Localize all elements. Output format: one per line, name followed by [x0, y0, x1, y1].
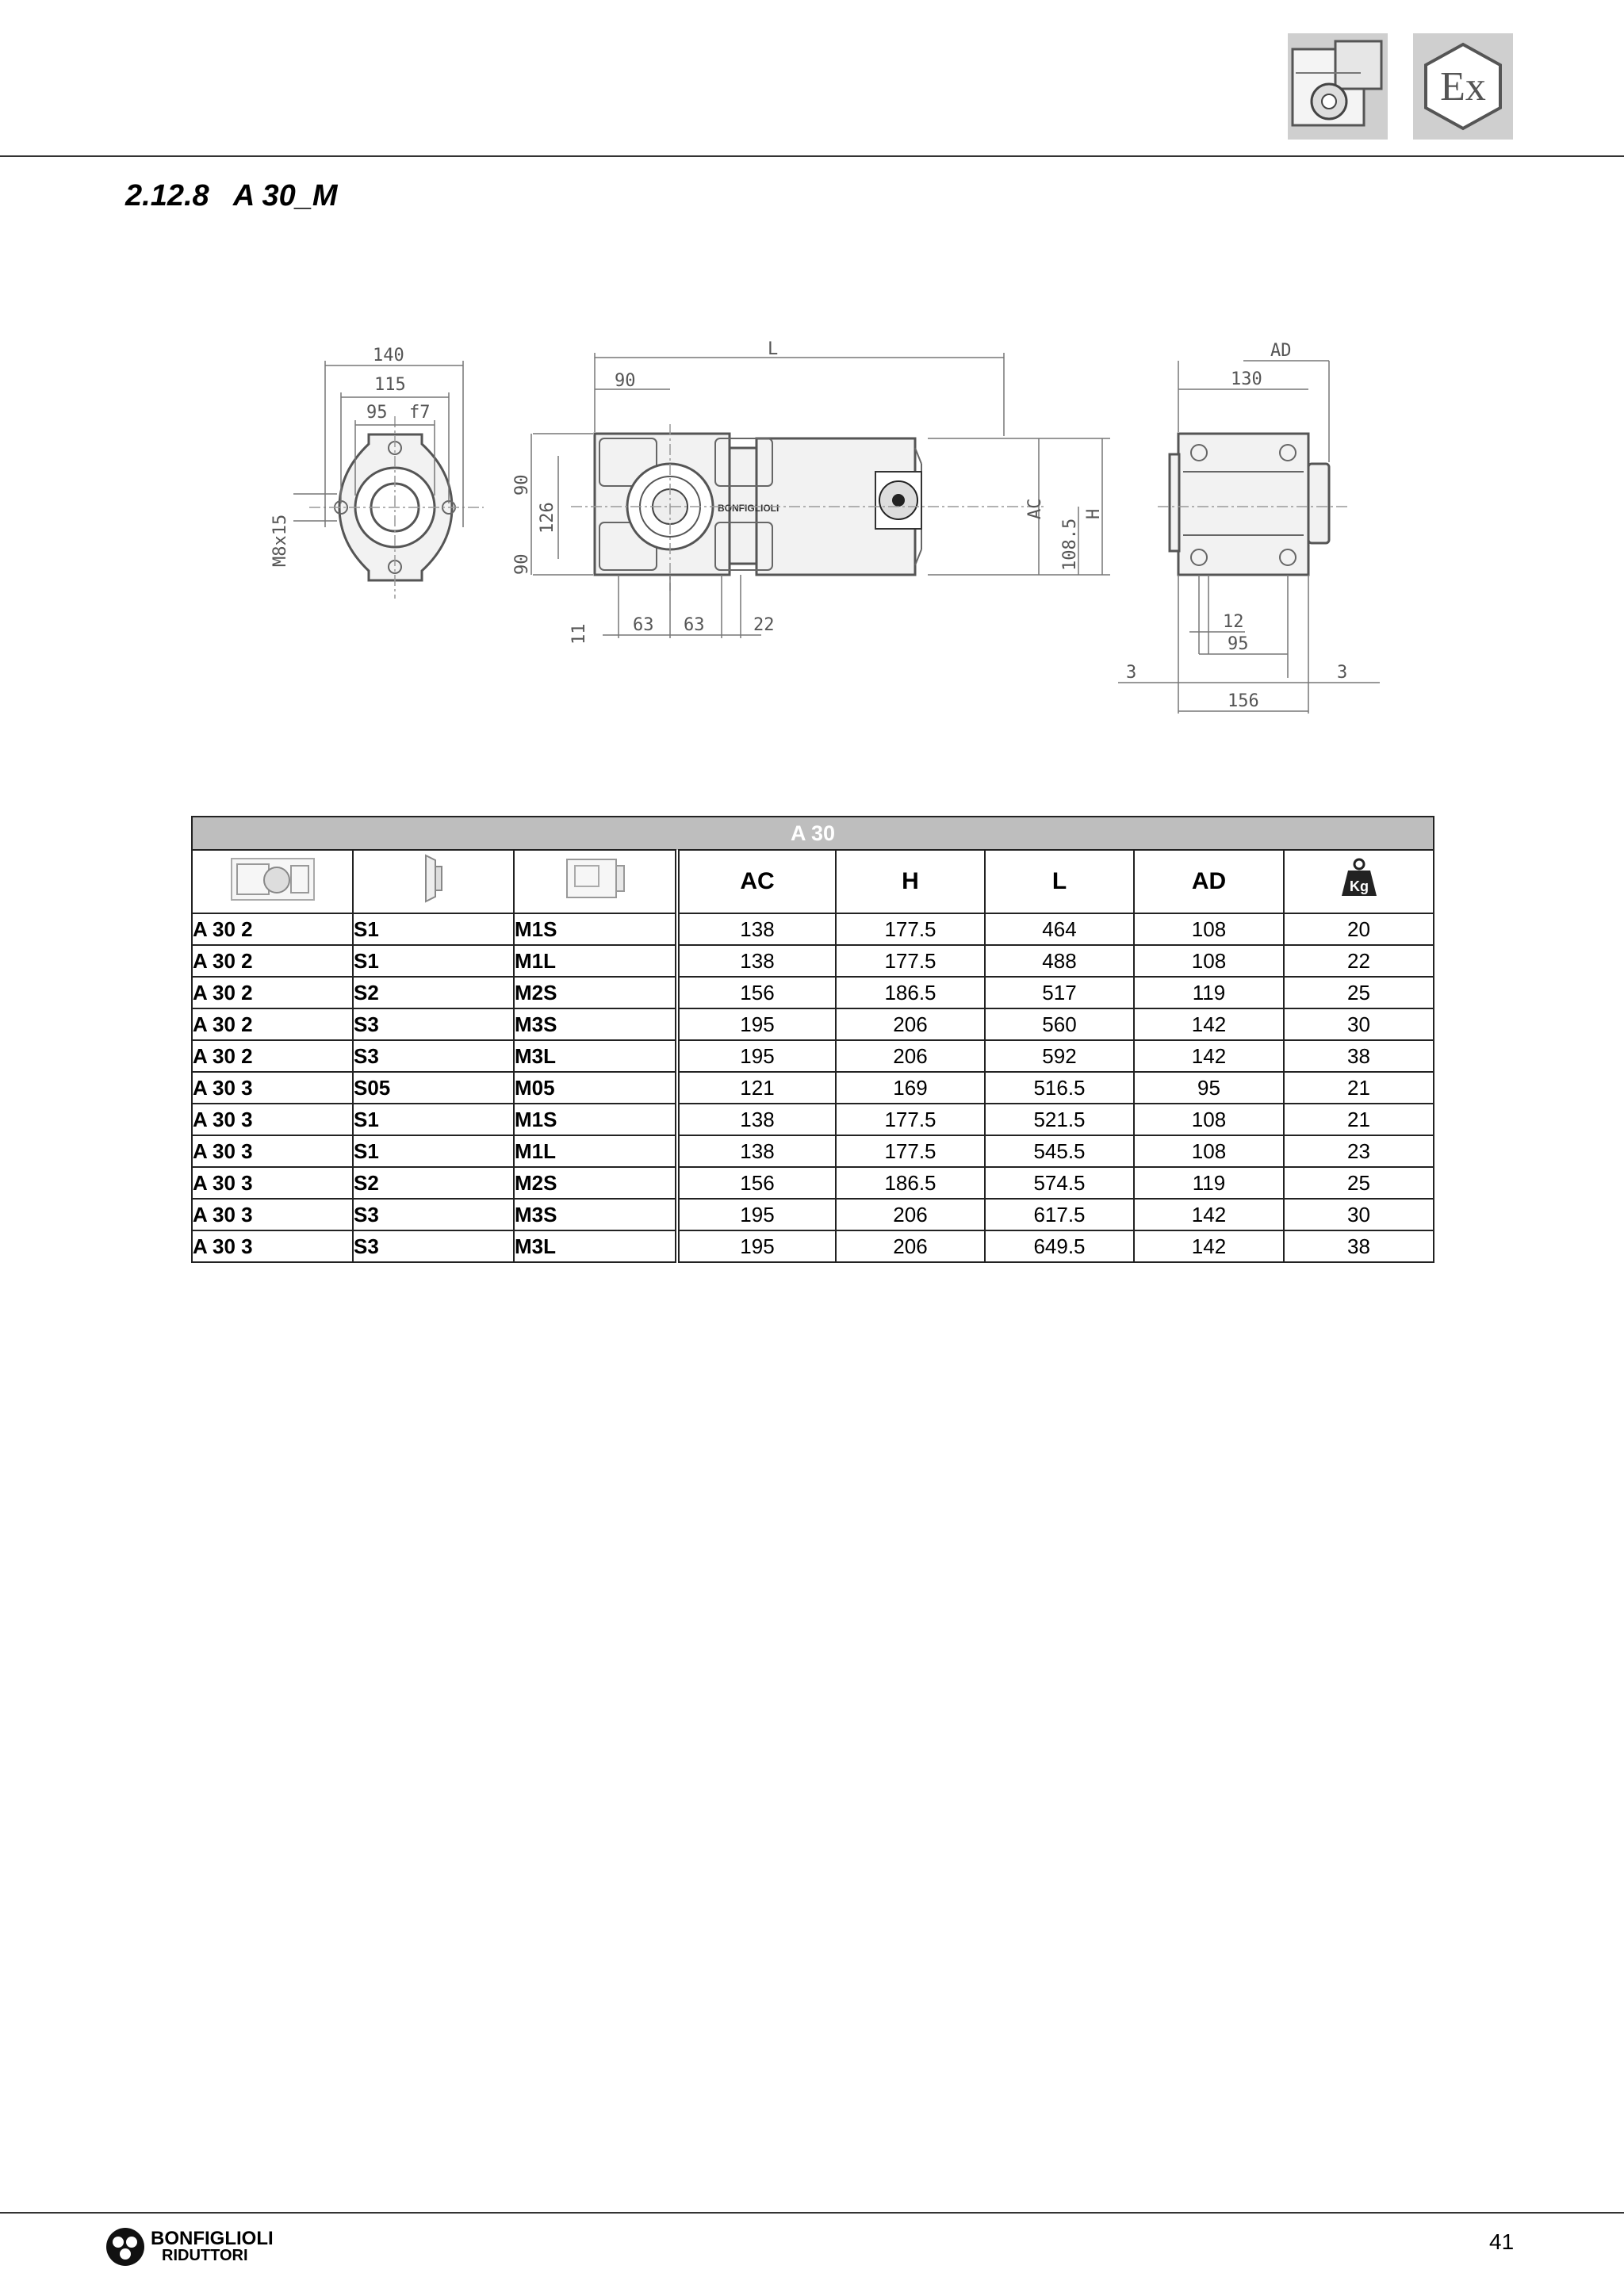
row-model: A 30 2 — [192, 945, 353, 977]
table-row — [192, 1135, 1434, 1167]
row-model: A 30 2 — [192, 1040, 353, 1072]
row-weight: 30 — [1284, 1008, 1434, 1040]
logo-gears-icon — [105, 2226, 146, 2267]
table-body — [192, 913, 1434, 1262]
row-model: A 30 2 — [192, 1008, 353, 1040]
atex-ex-icon — [1413, 33, 1513, 140]
flange-col-header — [353, 850, 514, 913]
row-model: A 30 2 — [192, 913, 353, 945]
dim-m8x15: M8x15 — [270, 514, 290, 567]
flange-icon — [418, 852, 450, 911]
gearbox-icon — [229, 855, 316, 909]
table-banner: A 30 — [192, 817, 1434, 850]
footer-rule — [0, 2212, 1624, 2214]
dim-63-b: 63 — [684, 615, 705, 635]
row-flange: S3 — [353, 1040, 514, 1072]
row-motor: M3L — [514, 1040, 677, 1072]
row-motor: M3L — [514, 1230, 677, 1262]
row-flange: S1 — [353, 1135, 514, 1167]
row-ad: 95 — [1134, 1072, 1284, 1104]
flange-end-view — [270, 346, 484, 599]
logo-brand-line2: RIDUTTORI — [162, 2247, 248, 2264]
row-ad: 142 — [1134, 1040, 1284, 1072]
table-row — [192, 1104, 1434, 1135]
section-name: A 30_M — [232, 179, 338, 212]
col-header-l: L — [985, 850, 1134, 913]
table-row — [192, 1008, 1434, 1040]
row-ac: 138 — [677, 913, 836, 945]
row-l: 464 — [985, 913, 1134, 945]
dim-L: L — [768, 339, 779, 359]
section-number: 2.12.8 — [125, 179, 209, 212]
row-l: 617.5 — [985, 1199, 1134, 1230]
row-h: 169 — [836, 1072, 985, 1104]
row-ac: 121 — [677, 1072, 836, 1104]
row-ad: 119 — [1134, 1167, 1284, 1199]
gearbox-col-header — [192, 850, 353, 913]
row-ac: 195 — [677, 1230, 836, 1262]
row-flange: S3 — [353, 1199, 514, 1230]
row-weight: 23 — [1284, 1135, 1434, 1167]
row-weight: 30 — [1284, 1199, 1434, 1230]
table-row — [192, 913, 1434, 945]
dim-156: 156 — [1228, 691, 1259, 711]
dim-140: 140 — [373, 346, 404, 365]
col-header-ad: AD — [1134, 850, 1284, 913]
table-row — [192, 1167, 1434, 1199]
row-weight: 20 — [1284, 913, 1434, 945]
row-model: A 30 3 — [192, 1230, 353, 1262]
row-h: 206 — [836, 1040, 985, 1072]
dim-11: 11 — [569, 623, 589, 645]
row-ad: 142 — [1134, 1230, 1284, 1262]
gearmotor-front-view — [512, 339, 1110, 645]
dim-108-5: 108.5 — [1060, 518, 1080, 571]
table-row — [192, 977, 1434, 1008]
row-weight: 25 — [1284, 977, 1434, 1008]
dim-90-top: 90 — [615, 371, 636, 391]
row-motor: M1L — [514, 1135, 677, 1167]
dim-126: 126 — [538, 502, 557, 534]
weight-icon — [1337, 856, 1381, 907]
row-l: 517 — [985, 977, 1134, 1008]
row-ac: 156 — [677, 1167, 836, 1199]
row-h: 177.5 — [836, 1135, 985, 1167]
dim-H: H — [1084, 508, 1104, 519]
row-l: 488 — [985, 945, 1134, 977]
table-row — [192, 945, 1434, 977]
dim-AD: AD — [1270, 341, 1292, 361]
row-model: A 30 3 — [192, 1199, 353, 1230]
dimensions-table — [191, 816, 1434, 1263]
table-row — [192, 1199, 1434, 1230]
row-l: 592 — [985, 1040, 1134, 1072]
motor-icon — [561, 855, 629, 909]
row-ad: 108 — [1134, 913, 1284, 945]
row-ad: 108 — [1134, 1135, 1284, 1167]
row-flange: S3 — [353, 1230, 514, 1262]
dim-f7: f7 — [409, 403, 431, 423]
row-h: 186.5 — [836, 977, 985, 1008]
row-flange: S3 — [353, 1008, 514, 1040]
dim-AC: AC — [1025, 498, 1045, 519]
row-model: A 30 3 — [192, 1072, 353, 1104]
row-h: 206 — [836, 1230, 985, 1262]
row-l: 560 — [985, 1008, 1134, 1040]
row-weight: 38 — [1284, 1040, 1434, 1072]
row-weight: 21 — [1284, 1072, 1434, 1104]
bonfiglioli-logo — [105, 2226, 295, 2267]
dim-22: 22 — [753, 615, 775, 635]
row-flange: S05 — [353, 1072, 514, 1104]
row-motor: M2S — [514, 1167, 677, 1199]
row-flange: S1 — [353, 945, 514, 977]
table-row — [192, 1040, 1434, 1072]
row-ac: 195 — [677, 1008, 836, 1040]
section-title — [125, 179, 338, 213]
dim-130: 130 — [1231, 369, 1262, 389]
table-row — [192, 1230, 1434, 1262]
table-row — [192, 1072, 1434, 1104]
row-h: 177.5 — [836, 945, 985, 977]
row-l: 574.5 — [985, 1167, 1134, 1199]
row-ad: 108 — [1134, 1104, 1284, 1135]
weight-icon-text: Kg — [1349, 878, 1369, 894]
dim-90-a: 90 — [512, 474, 532, 496]
row-model: A 30 3 — [192, 1104, 353, 1135]
logo-brand-line1: BONFIGLIOLI — [151, 2228, 274, 2249]
row-flange: S2 — [353, 1167, 514, 1199]
row-weight: 22 — [1284, 945, 1434, 977]
header-rule — [0, 155, 1624, 157]
row-weight: 21 — [1284, 1104, 1434, 1135]
page-number: 41 — [1489, 2229, 1515, 2254]
row-l: 545.5 — [985, 1135, 1134, 1167]
dim-3-right: 3 — [1337, 663, 1348, 683]
row-motor: M3S — [514, 1199, 677, 1230]
row-ac: 138 — [677, 945, 836, 977]
row-ad: 119 — [1134, 977, 1284, 1008]
row-ad: 108 — [1134, 945, 1284, 977]
row-flange: S2 — [353, 977, 514, 1008]
gearbox-header-icon — [1288, 33, 1388, 140]
row-h: 177.5 — [836, 913, 985, 945]
row-motor: M05 — [514, 1072, 677, 1104]
ex-symbol-text: Ex — [1440, 64, 1486, 109]
row-flange: S1 — [353, 913, 514, 945]
gearbox-side-view — [1118, 341, 1380, 714]
row-model: A 30 3 — [192, 1167, 353, 1199]
col-header-ac: AC — [677, 850, 836, 913]
row-motor: M1S — [514, 1104, 677, 1135]
row-l: 649.5 — [985, 1230, 1134, 1262]
row-ac: 195 — [677, 1040, 836, 1072]
row-motor: M1L — [514, 945, 677, 977]
dimension-drawing — [254, 337, 1396, 725]
dim-95: 95 — [366, 403, 388, 423]
row-motor: M1S — [514, 913, 677, 945]
row-ac: 156 — [677, 977, 836, 1008]
row-weight: 38 — [1284, 1230, 1434, 1262]
dim-3-left: 3 — [1126, 663, 1137, 683]
weight-col-header — [1284, 850, 1434, 913]
row-l: 521.5 — [985, 1104, 1134, 1135]
row-h: 177.5 — [836, 1104, 985, 1135]
row-ad: 142 — [1134, 1008, 1284, 1040]
row-model: A 30 2 — [192, 977, 353, 1008]
row-motor: M3S — [514, 1008, 677, 1040]
col-header-h: H — [836, 850, 985, 913]
row-weight: 25 — [1284, 1167, 1434, 1199]
row-l: 516.5 — [985, 1072, 1134, 1104]
dim-63-a: 63 — [633, 615, 654, 635]
row-ac: 195 — [677, 1199, 836, 1230]
row-motor: M2S — [514, 977, 677, 1008]
dim-95-right: 95 — [1228, 634, 1249, 654]
row-ac: 138 — [677, 1104, 836, 1135]
dim-12: 12 — [1223, 612, 1244, 632]
motor-col-header — [514, 850, 677, 913]
dim-115: 115 — [374, 375, 406, 395]
row-h: 206 — [836, 1199, 985, 1230]
gearmotor-brand-label: BONFIGLIOLI — [718, 503, 779, 514]
row-ad: 142 — [1134, 1199, 1284, 1230]
row-ac: 138 — [677, 1135, 836, 1167]
row-h: 206 — [836, 1008, 985, 1040]
row-h: 186.5 — [836, 1167, 985, 1199]
row-flange: S1 — [353, 1104, 514, 1135]
dim-90-b: 90 — [512, 553, 532, 575]
row-model: A 30 3 — [192, 1135, 353, 1167]
